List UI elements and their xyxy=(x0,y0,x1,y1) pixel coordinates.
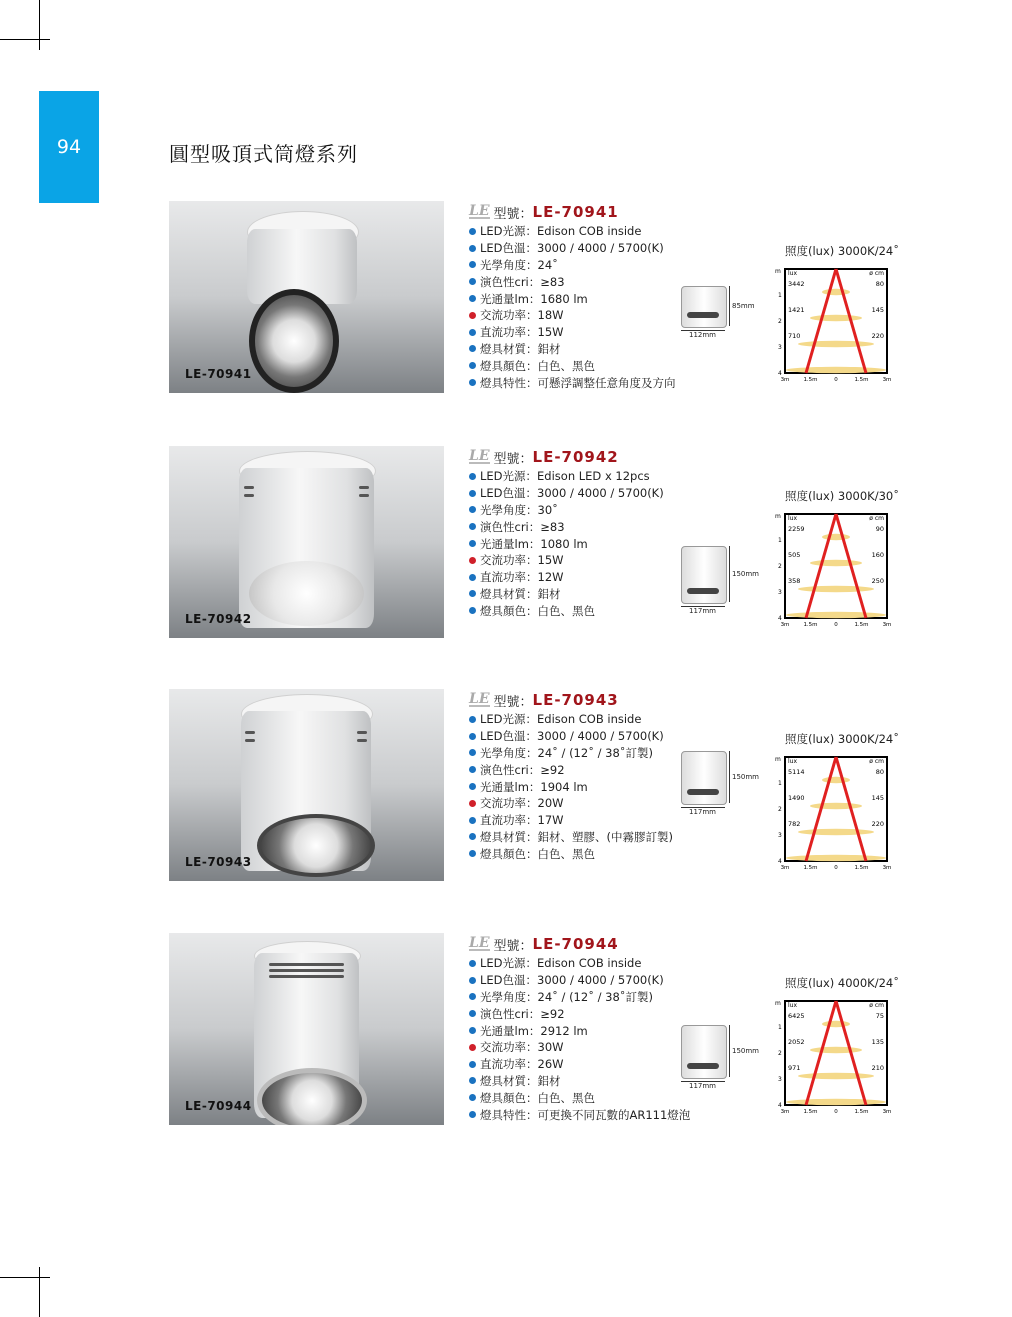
light-pool xyxy=(786,1099,886,1105)
bullet-icon xyxy=(469,261,476,268)
light-pool xyxy=(798,341,874,347)
light-pool xyxy=(798,586,874,592)
illuminance-diagram xyxy=(775,261,893,383)
x-tick-label: 3m xyxy=(780,865,790,871)
x-tick-label: 1.5m xyxy=(854,1109,869,1115)
model-number: LE-70944 xyxy=(532,935,619,953)
diameter-header: ø cm xyxy=(869,1002,884,1009)
chart-title: 照度(lux) 3000K/24˚ xyxy=(785,732,899,746)
y-tick-label: 1 xyxy=(778,780,782,787)
x-tick-label: 1.5m xyxy=(854,377,869,383)
fixture-sketch-lens xyxy=(687,312,719,318)
y-tick-label: 4 xyxy=(778,615,782,622)
light-pool xyxy=(822,777,850,783)
y-tick-label: 1 xyxy=(778,292,782,299)
model-row xyxy=(469,933,779,955)
diameter-value: 210 xyxy=(871,1064,884,1072)
bullet-icon xyxy=(469,1077,476,1084)
illuminance-diagram xyxy=(775,506,893,628)
spec-text: 光學角度：24˚ / (12˚ / 38˚訂製) xyxy=(480,745,653,760)
bullet-icon xyxy=(469,960,476,967)
spec-text: LED色溫：3000 / 4000 / 5700(K) xyxy=(480,486,664,501)
y-tick-label: 2 xyxy=(778,318,782,325)
spec-text: 直流功率：12W xyxy=(480,570,564,585)
spec-text: 光通量lm：1080 lm xyxy=(480,536,588,551)
x-tick-label: 3m xyxy=(882,377,892,383)
x-tick-label: 3m xyxy=(882,865,892,871)
fixture-sketch-lens xyxy=(687,588,719,594)
bullet-icon xyxy=(469,1094,476,1101)
y-tick-label: 2 xyxy=(778,806,782,813)
spec-text: 光學角度：24˚ / (12˚ / 38˚訂製) xyxy=(480,989,653,1004)
spec-text: 燈具顏色：白色、黑色 xyxy=(480,846,595,861)
spec-text: 燈具特性：可更換不同瓦數的AR111燈泡 xyxy=(480,1107,691,1122)
spec-row xyxy=(469,845,779,862)
light-pool xyxy=(822,534,850,540)
lux-header: lux xyxy=(788,758,798,765)
spec-text: LED色溫：3000 / 4000 / 5700(K) xyxy=(480,973,664,988)
product-block xyxy=(169,201,929,401)
height-dim: 150mm xyxy=(732,570,759,578)
bullet-icon xyxy=(469,523,476,530)
axis-m-label: m xyxy=(775,756,781,763)
x-tick-label: 1.5m xyxy=(803,865,818,871)
x-tick-label: 0 xyxy=(834,865,838,871)
bullet-icon xyxy=(469,590,476,597)
lux-value: 358 xyxy=(788,577,801,585)
x-tick-label: 3m xyxy=(882,622,892,628)
x-tick-label: 1.5m xyxy=(854,865,869,871)
light-pool xyxy=(786,855,886,861)
bullet-icon xyxy=(469,1111,476,1118)
spec-row xyxy=(469,955,779,972)
illuminance-chart xyxy=(775,731,899,881)
photo-label: LE-70944 xyxy=(185,1099,252,1113)
lux-value: 710 xyxy=(788,332,801,340)
page-number-tab xyxy=(39,91,99,203)
spec-row xyxy=(469,374,779,391)
bullet-icon xyxy=(469,783,476,790)
y-tick-label: 2 xyxy=(778,563,782,570)
bullet-icon xyxy=(469,749,476,756)
lux-value: 5114 xyxy=(788,768,805,776)
spec-text: LED色溫：3000 / 4000 / 5700(K) xyxy=(480,241,664,256)
diameter-value: 220 xyxy=(871,820,884,828)
bullet-icon xyxy=(469,850,476,857)
x-tick-label: 1.5m xyxy=(803,377,818,383)
x-tick-label: 1.5m xyxy=(854,622,869,628)
y-tick-label: 2 xyxy=(778,1050,782,1057)
lux-header: lux xyxy=(788,1002,798,1009)
light-pool xyxy=(798,829,874,835)
model-label: 型號： xyxy=(493,694,533,710)
spec-row xyxy=(469,972,779,989)
lux-value: 6425 xyxy=(788,1012,805,1020)
light-pool xyxy=(798,1073,874,1079)
y-tick-label: 3 xyxy=(778,344,782,351)
bullet-icon xyxy=(469,833,476,840)
bullet-icon xyxy=(469,228,476,235)
diameter-header: ø cm xyxy=(869,270,884,277)
spec-row xyxy=(469,989,779,1006)
bullet-icon xyxy=(469,362,476,369)
bullet-icon xyxy=(469,1061,476,1068)
spec-text: 演色性cri：≥83 xyxy=(480,519,565,534)
x-tick-label: 0 xyxy=(834,1109,838,1115)
bullet-icon xyxy=(469,766,476,773)
spec-text: 光通量lm：1680 lm xyxy=(480,291,588,306)
product-photo xyxy=(169,689,444,881)
bullet-icon xyxy=(469,1027,476,1034)
diameter-value: 145 xyxy=(871,306,884,314)
model-number: LE-70942 xyxy=(532,448,619,466)
spec-text: 演色性cri：≥83 xyxy=(480,274,565,289)
diameter-value: 220 xyxy=(871,332,884,340)
light-pool xyxy=(786,367,886,373)
diameter-value: 250 xyxy=(871,577,884,585)
diameter-value: 75 xyxy=(875,1012,884,1020)
spec-text: LED光源：Edison COB inside xyxy=(480,956,642,971)
spec-text: LED光源：Edison COB inside xyxy=(480,224,642,239)
spec-text: 光通量lm：2912 lm xyxy=(480,1023,588,1038)
diameter-value: 160 xyxy=(871,551,884,559)
diameter-header: ø cm xyxy=(869,758,884,765)
spec-text: 演色性cri：≥92 xyxy=(480,1006,565,1021)
fixture-sketch-lens xyxy=(687,789,719,795)
height-dim: 150mm xyxy=(732,1047,759,1055)
spec-text: 燈具特性：可懸浮調整任意角度及方向 xyxy=(480,375,676,390)
photo-label: LE-70943 xyxy=(185,855,252,869)
spec-row xyxy=(469,1005,779,1022)
lux-value: 782 xyxy=(788,820,801,828)
illuminance-chart xyxy=(775,243,899,393)
spec-row xyxy=(469,485,779,502)
bullet-icon xyxy=(469,817,476,824)
spec-text: 光學角度：30˚ xyxy=(480,502,558,517)
spec-row xyxy=(469,240,779,257)
x-tick-label: 3m xyxy=(780,377,790,383)
lux-value: 505 xyxy=(788,551,801,559)
y-tick-label: 3 xyxy=(778,589,782,596)
product-block xyxy=(169,446,929,646)
diameter-header: ø cm xyxy=(869,515,884,522)
bullet-icon xyxy=(469,540,476,547)
height-dim: 85mm xyxy=(732,302,755,310)
spec-row xyxy=(469,1106,779,1123)
model-row xyxy=(469,689,779,711)
lux-header: lux xyxy=(788,515,798,522)
y-tick-label: 1 xyxy=(778,537,782,544)
spec-row xyxy=(469,502,779,519)
spec-text: 光學角度：24˚ xyxy=(480,257,558,272)
light-pool xyxy=(786,612,886,618)
diameter-value: 80 xyxy=(875,280,884,288)
axis-m-label: m xyxy=(775,268,781,275)
height-dim-line xyxy=(729,546,730,602)
spec-row xyxy=(469,728,779,745)
x-tick-label: 3m xyxy=(780,1109,790,1115)
le-logo: LE xyxy=(469,934,490,951)
spec-text: 光通量lm：1904 lm xyxy=(480,779,588,794)
fixture-sketch-lens xyxy=(687,1063,719,1069)
spec-text: 交流功率：30W xyxy=(480,1040,564,1055)
bullet-icon xyxy=(469,490,476,497)
height-dim-line xyxy=(729,1025,730,1077)
bullet-icon xyxy=(469,295,476,302)
bullet-icon xyxy=(469,345,476,352)
le-logo: LE xyxy=(469,447,490,464)
spec-row xyxy=(469,711,779,728)
diameter-value: 135 xyxy=(871,1038,884,1046)
illuminance-chart xyxy=(775,975,899,1125)
spec-text: 燈具顏色：白色、黑色 xyxy=(480,358,595,373)
light-pool xyxy=(810,560,862,566)
product-photo xyxy=(169,201,444,393)
spec-text: 直流功率：26W xyxy=(480,1057,564,1072)
fixture-sketch xyxy=(681,546,727,604)
height-dim: 150mm xyxy=(732,773,759,781)
photo-label: LE-70941 xyxy=(185,367,252,381)
y-tick-label: 4 xyxy=(778,370,782,377)
lux-header: lux xyxy=(788,270,798,277)
bullet-icon xyxy=(469,574,476,581)
bullet-icon xyxy=(469,557,476,564)
spec-text: 燈具材質：鋁材 xyxy=(480,341,561,356)
spec-text: 燈具顏色：白色、黑色 xyxy=(480,1090,595,1105)
light-pool xyxy=(822,289,850,295)
model-row xyxy=(469,446,779,468)
chart-title: 照度(lux) 4000K/24˚ xyxy=(785,976,899,990)
y-tick-label: 3 xyxy=(778,832,782,839)
fixture-sketch xyxy=(681,1025,727,1079)
model-number: LE-70941 xyxy=(532,203,619,221)
crop-mark xyxy=(39,0,40,50)
light-pool xyxy=(810,315,862,321)
crop-mark xyxy=(39,1267,40,1317)
spec-text: 演色性cri：≥92 xyxy=(480,762,565,777)
width-dim: 117mm xyxy=(689,808,716,816)
product-photo xyxy=(169,933,444,1125)
le-logo: LE xyxy=(469,202,490,219)
model-label: 型號： xyxy=(493,206,533,222)
model-number: LE-70943 xyxy=(532,691,619,709)
light-pool xyxy=(822,1021,850,1027)
fixture-sketch xyxy=(681,286,727,328)
bullet-icon xyxy=(469,716,476,723)
spec-row xyxy=(469,257,779,274)
y-tick-label: 1 xyxy=(778,1024,782,1031)
bullet-icon xyxy=(469,1044,476,1051)
chart-title: 照度(lux) 3000K/30˚ xyxy=(785,489,899,503)
bullet-icon xyxy=(469,993,476,1000)
lux-value: 971 xyxy=(788,1064,801,1072)
bullet-icon xyxy=(469,1010,476,1017)
spec-text: LED光源：Edison COB inside xyxy=(480,712,642,727)
lux-value: 2259 xyxy=(788,525,805,533)
x-tick-label: 1.5m xyxy=(803,622,818,628)
spec-row xyxy=(469,223,779,240)
model-row xyxy=(469,201,779,223)
diameter-value: 80 xyxy=(875,768,884,776)
illuminance-diagram xyxy=(775,993,893,1115)
page-title: 圓型吸頂式筒燈系列 xyxy=(169,142,358,166)
bullet-icon xyxy=(469,733,476,740)
x-tick-label: 3m xyxy=(882,1109,892,1115)
bullet-icon xyxy=(469,473,476,480)
x-tick-label: 3m xyxy=(780,622,790,628)
spec-row xyxy=(469,468,779,485)
photo-label: LE-70942 xyxy=(185,612,252,626)
bullet-icon xyxy=(469,329,476,336)
page-number: 94 xyxy=(56,136,82,158)
spec-text: 燈具材質：鋁材 xyxy=(480,586,561,601)
spec-row xyxy=(469,829,779,846)
chart-title: 照度(lux) 3000K/24˚ xyxy=(785,244,899,258)
bullet-icon xyxy=(469,607,476,614)
crop-mark xyxy=(0,39,50,40)
le-logo: LE xyxy=(469,690,490,707)
bullet-icon xyxy=(469,278,476,285)
lux-value: 1490 xyxy=(788,794,805,802)
spec-text: 直流功率：17W xyxy=(480,813,564,828)
spec-text: 交流功率：15W xyxy=(480,553,564,568)
spec-text: LED光源：Edison LED x 12pcs xyxy=(480,469,650,484)
width-dim: 117mm xyxy=(689,607,716,615)
spec-text: 交流功率：20W xyxy=(480,796,564,811)
diameter-value: 90 xyxy=(875,525,884,533)
bullet-icon xyxy=(469,312,476,319)
spec-text: LED色溫：3000 / 4000 / 5700(K) xyxy=(480,729,664,744)
height-dim-line xyxy=(729,751,730,803)
spec-text: 燈具材質：鋁材、塑膠、(中霧膠訂製) xyxy=(480,829,673,844)
x-tick-label: 1.5m xyxy=(803,1109,818,1115)
lux-value: 2052 xyxy=(788,1038,805,1046)
axis-m-label: m xyxy=(775,513,781,520)
fixture-sketch xyxy=(681,751,727,805)
crop-mark xyxy=(0,1277,50,1278)
x-tick-label: 0 xyxy=(834,622,838,628)
model-label: 型號： xyxy=(493,451,533,467)
diameter-value: 145 xyxy=(871,794,884,802)
model-label: 型號： xyxy=(493,938,533,954)
spec-text: 交流功率：18W xyxy=(480,308,564,323)
spec-text: 直流功率：15W xyxy=(480,325,564,340)
y-tick-label: 4 xyxy=(778,858,782,865)
illuminance-chart xyxy=(775,488,899,638)
lux-value: 3442 xyxy=(788,280,805,288)
x-tick-label: 0 xyxy=(834,377,838,383)
bullet-icon xyxy=(469,379,476,386)
y-tick-label: 4 xyxy=(778,1102,782,1109)
light-pool xyxy=(810,803,862,809)
light-pool xyxy=(810,1047,862,1053)
spec-row xyxy=(469,518,779,535)
product-block xyxy=(169,933,929,1133)
bullet-icon xyxy=(469,800,476,807)
product-photo xyxy=(169,446,444,638)
spec-text: 燈具材質：鋁材 xyxy=(480,1073,561,1088)
bullet-icon xyxy=(469,977,476,984)
axis-m-label: m xyxy=(775,1000,781,1007)
spec-text: 燈具顏色：白色、黑色 xyxy=(480,603,595,618)
width-dim: 117mm xyxy=(689,1082,716,1090)
lux-value: 1421 xyxy=(788,306,805,314)
bullet-icon xyxy=(469,506,476,513)
illuminance-diagram xyxy=(775,749,893,871)
width-dim: 112mm xyxy=(689,331,716,339)
y-tick-label: 3 xyxy=(778,1076,782,1083)
height-dim-line xyxy=(729,286,730,326)
product-block xyxy=(169,689,929,889)
bullet-icon xyxy=(469,245,476,252)
